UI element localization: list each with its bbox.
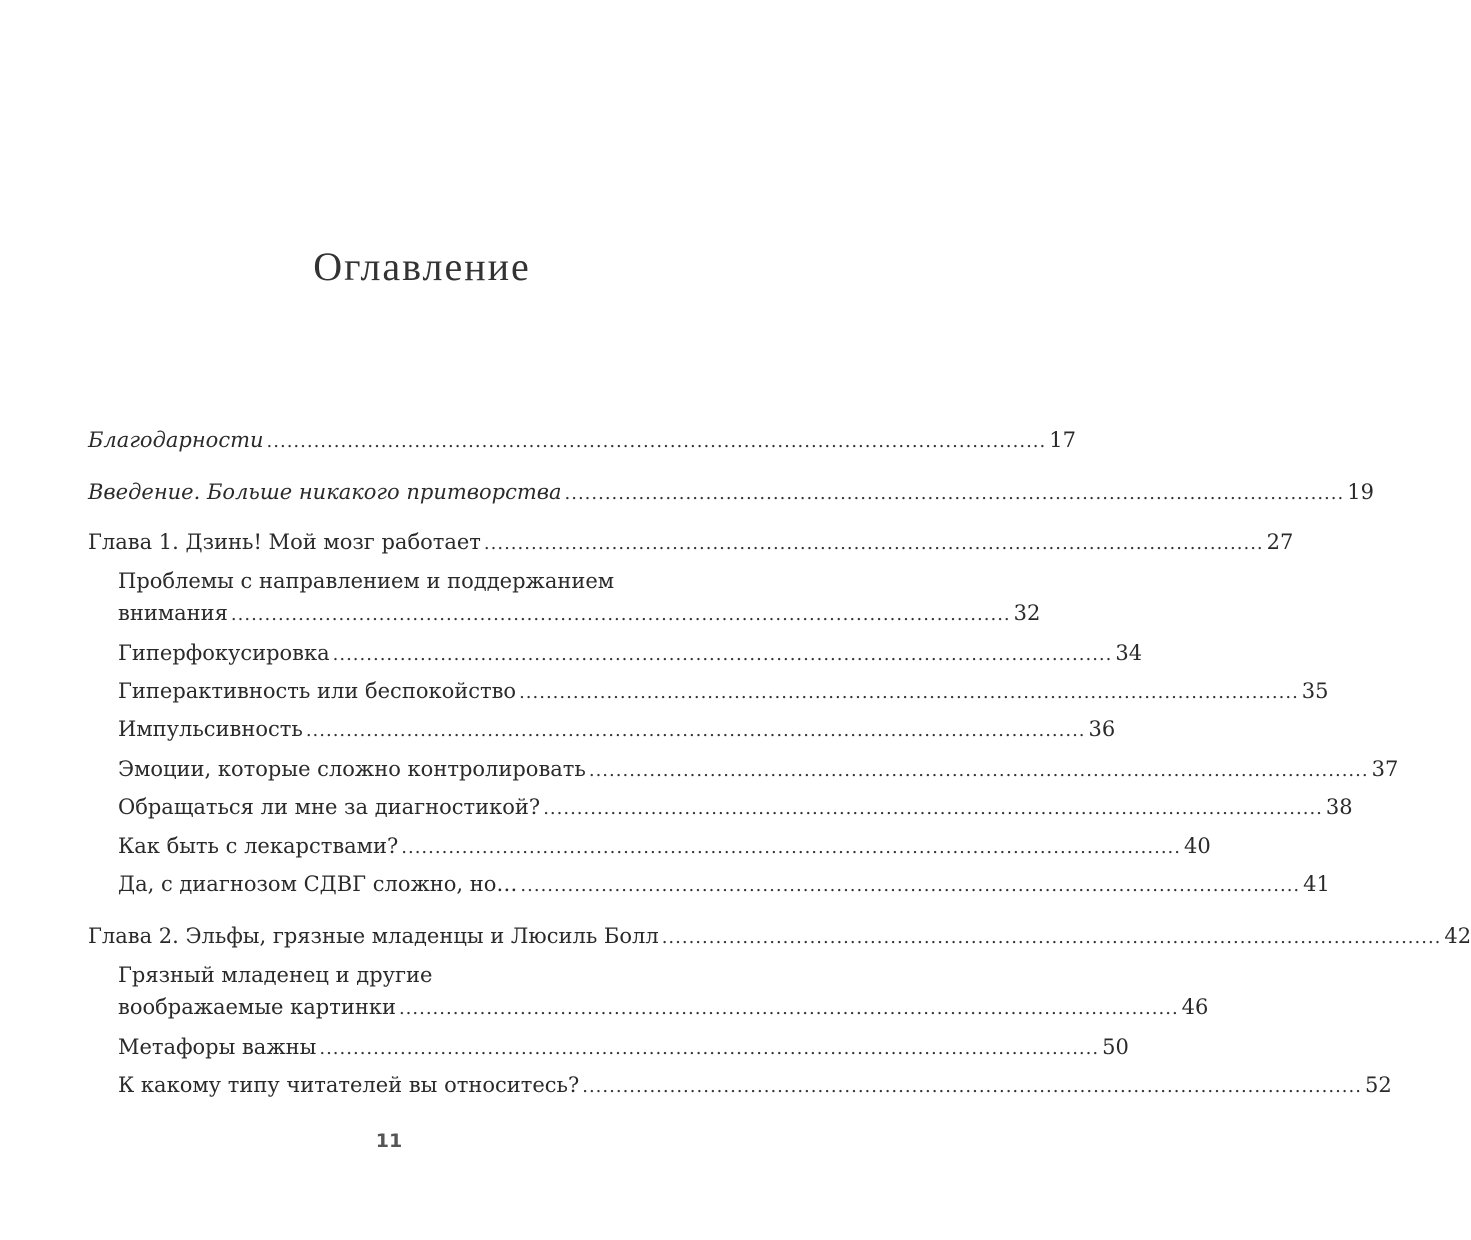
toc-entry-page: 38 [1325, 795, 1353, 819]
toc-entry-page: 52 [1364, 1073, 1392, 1097]
leader-dots: .................................................................................................................... [230, 604, 1011, 625]
leader-dots: .................................................................................................................... [582, 1076, 1362, 1097]
toc-entry-label-line1: Грязный младенец и другие [118, 963, 433, 987]
toc-entry-label-line1: Проблемы с направлением и поддержанием [118, 569, 615, 593]
toc-entry[interactable] [118, 870, 1330, 898]
toc-entry[interactable] [118, 993, 1209, 1021]
leader-dots: .................................................................................................................... [401, 837, 1181, 858]
toc-entry[interactable] [118, 1033, 1129, 1061]
toc-entry[interactable] [118, 793, 1353, 821]
toc-entry-page: 40 [1183, 834, 1211, 858]
leader-dots: .................................................................................................................... [520, 875, 1301, 896]
toc-entry[interactable] [88, 478, 1374, 506]
toc-entry-page: 27 [1266, 530, 1294, 554]
toc-entry-label: Как быть с лекарствами? [118, 834, 399, 858]
toc-entry-label: К какому типу читателей вы относитесь? [118, 1073, 580, 1097]
toc-entry-page: 41 [1303, 872, 1330, 896]
toc-entry-page: 37 [1371, 757, 1399, 781]
leader-dots: .................................................................................................................... [266, 431, 1047, 452]
toc-entry-label: Да, с диагнозом СДВГ сложно, но… [118, 872, 518, 896]
toc-entry-page: 17 [1049, 428, 1076, 452]
toc-entry-label: Метафоры важны [118, 1035, 317, 1059]
toc-entry-label: воображаемые картинки [118, 995, 396, 1019]
toc-entry[interactable] [118, 1071, 1392, 1099]
toc-entry-label: Гиперактивность или беспокойство [118, 679, 517, 703]
toc-entry-page: 19 [1347, 480, 1374, 504]
toc-entry-page: 35 [1301, 679, 1329, 703]
leader-dots: .................................................................................................................... [588, 760, 1369, 781]
toc-entry-label: Гиперфокусировка [118, 641, 330, 665]
toc-entry-label: Обращаться ли мне за диагностикой? [118, 795, 541, 819]
toc-entry-label: Глава 1. Дзинь! Мой мозг работает [88, 530, 481, 554]
toc-entry[interactable] [118, 599, 1041, 627]
leader-dots: .................................................................................................................... [483, 533, 1264, 554]
leader-dots: .................................................................................................................... [332, 644, 1113, 665]
leader-dots: .................................................................................................................... [543, 798, 1323, 819]
toc-entry-page: 46 [1181, 995, 1209, 1019]
toc-entry-page: 32 [1013, 601, 1041, 625]
page-number: 11 [375, 1130, 403, 1152]
leader-dots: .................................................................................................................... [305, 720, 1086, 741]
toc-entry-label: Введение. Больше никакого притворства [88, 480, 562, 504]
toc-entry[interactable] [118, 715, 1116, 743]
toc-chapter[interactable] [88, 922, 1471, 950]
toc-entry-page: 34 [1115, 641, 1143, 665]
toc-entry[interactable] [118, 832, 1211, 860]
toc-entry[interactable] [118, 639, 1143, 667]
toc-entry[interactable] [118, 677, 1329, 705]
leader-dots: .................................................................................................................... [398, 998, 1179, 1019]
toc-entry-page: 50 [1102, 1035, 1129, 1059]
toc-chapter[interactable] [88, 528, 1294, 556]
leader-dots: .................................................................................................................... [564, 483, 1345, 504]
toc-entry-label: Глава 2. Эльфы, грязные младенцы и Люсиль Болл [88, 924, 659, 948]
page-title: Оглавление [313, 244, 531, 289]
toc-entry-label: внимания [118, 601, 228, 625]
leader-dots: .................................................................................................................... [319, 1038, 1100, 1059]
toc-entry[interactable] [118, 755, 1399, 783]
toc-entry[interactable] [88, 426, 1076, 454]
toc-entry-page: 42 [1444, 924, 1471, 948]
toc-entry-page: 36 [1088, 717, 1116, 741]
toc-entry-label: Эмоции, которые сложно контролировать [118, 757, 586, 781]
leader-dots: .................................................................................................................... [661, 927, 1442, 948]
toc-entry-label: Импульсивность [118, 717, 303, 741]
toc-entry-label: Благодарности [88, 428, 264, 452]
leader-dots: .................................................................................................................... [519, 682, 1299, 703]
